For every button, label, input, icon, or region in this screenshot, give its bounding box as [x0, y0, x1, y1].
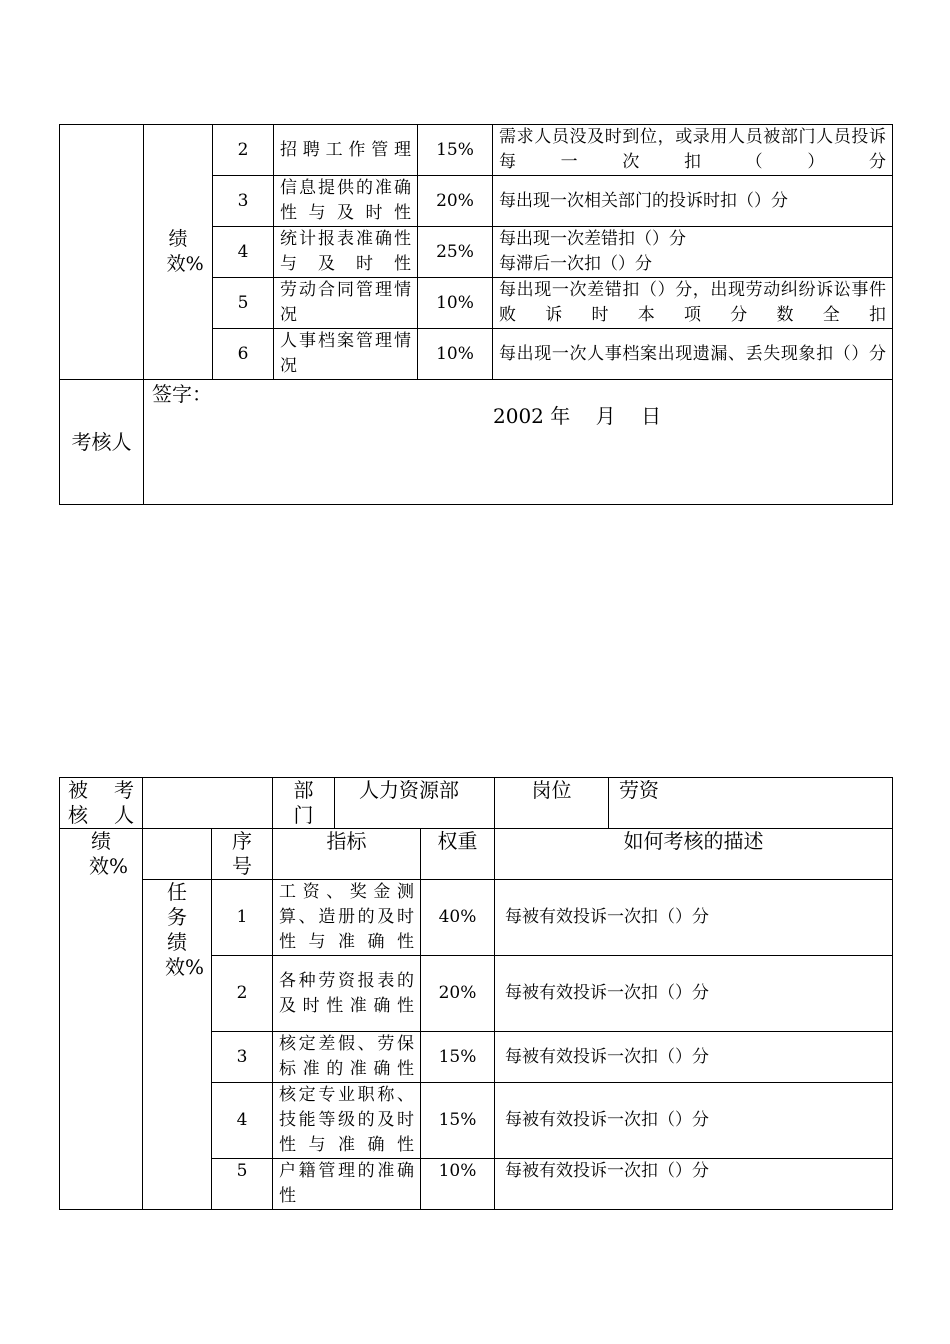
row-indicator: 招聘工作管理	[274, 125, 418, 176]
row-no: 3	[212, 1032, 273, 1083]
row-weight: 25%	[418, 227, 493, 278]
examinee-label: 被 考核人	[60, 778, 143, 829]
row-indicator: 工资、奖金测算、造册的及时性与准确性	[273, 880, 421, 956]
row-weight: 10%	[421, 1159, 495, 1210]
row-desc: 需求人员没及时到位，或录用人员被部门人员投诉每一次扣（）分	[493, 125, 893, 176]
row-indicator: 各种劳资报表的及时性准确性	[273, 956, 421, 1032]
signature-label: 签字：	[152, 382, 212, 406]
row-desc: 每被有效投诉一次扣（）分	[495, 1083, 893, 1159]
task-label-cell	[143, 880, 212, 1210]
perf-label-cell	[60, 829, 143, 1210]
row-desc: 每被有效投诉一次扣（）分	[495, 956, 893, 1032]
row-no: 5	[213, 278, 274, 329]
weight-header: 权重	[421, 829, 495, 880]
blank-header-cell	[143, 829, 212, 880]
row-desc: 每出现一次人事档案出现遗漏、丢失现象扣（）分	[493, 329, 893, 380]
row-weight: 15%	[418, 125, 493, 176]
row-desc: 每被有效投诉一次扣（）分	[495, 1032, 893, 1083]
examinee-value	[143, 778, 273, 829]
desc-header: 如何考核的描述	[495, 829, 893, 880]
row-weight: 15%	[421, 1032, 495, 1083]
row-desc: 每被有效投诉一次扣（）分	[495, 1159, 893, 1210]
row-no: 6	[213, 329, 274, 380]
performance-table-2	[59, 777, 893, 1210]
perf-label-cell	[144, 125, 213, 380]
dept-label: 部门	[273, 778, 335, 829]
row-weight: 40%	[421, 880, 495, 956]
blank-cell	[60, 125, 144, 380]
indicator-header: 指标	[273, 829, 421, 880]
row-no: 2	[213, 125, 274, 176]
row-no: 4	[212, 1083, 273, 1159]
perf-label: 绩效%	[89, 829, 129, 878]
row-weight: 20%	[418, 176, 493, 227]
row-no: 3	[213, 176, 274, 227]
row-no: 5	[212, 1159, 273, 1210]
seq-header-cell	[212, 829, 273, 880]
position-label: 岗位	[495, 778, 609, 829]
row-desc-second: 每滞后一次扣（）分	[499, 254, 652, 274]
position-value: 劳资	[609, 778, 893, 829]
row-no: 2	[212, 956, 273, 1032]
row-weight: 20%	[421, 956, 495, 1032]
row-weight: 10%	[418, 329, 493, 380]
task-label: 任务绩效%	[165, 880, 205, 979]
row-desc: 每出现一次相关部门的投诉时扣（）分	[493, 176, 893, 227]
perf-label: 绩效%	[166, 228, 204, 275]
row-indicator: 户籍管理的准确性	[273, 1159, 421, 1210]
row-no: 1	[212, 880, 273, 956]
signature-cell	[144, 380, 893, 505]
row-desc: 每被有效投诉一次扣（）分	[495, 880, 893, 956]
signature-date: 2002 年 月 日	[493, 404, 662, 428]
dept-value: 人力资源部	[335, 778, 495, 829]
row-indicator: 核定专业职称、技能等级的及时性与准确性	[273, 1083, 421, 1159]
row-indicator: 核定差假、劳保标准的准确性	[273, 1032, 421, 1083]
row-no: 4	[213, 227, 274, 278]
row-indicator: 人事档案管理情况	[274, 329, 418, 380]
row-indicator: 信息提供的准确性与及时性	[274, 176, 418, 227]
row-desc: 每出现一次差错扣（）分，出现劳动纠纷诉讼事件败诉时本项分数全扣	[493, 278, 893, 329]
row-desc: 每出现一次差错扣（）分	[499, 229, 686, 249]
row-indicator: 劳动合同管理情况	[274, 278, 418, 329]
performance-table-1	[59, 124, 893, 505]
examiner-label: 考核人	[60, 380, 144, 505]
seq-header: 序号	[232, 829, 252, 878]
row-desc-cell	[493, 227, 893, 278]
row-weight: 10%	[418, 278, 493, 329]
row-weight: 15%	[421, 1083, 495, 1159]
row-indicator: 统计报表准确性与及时性	[274, 227, 418, 278]
